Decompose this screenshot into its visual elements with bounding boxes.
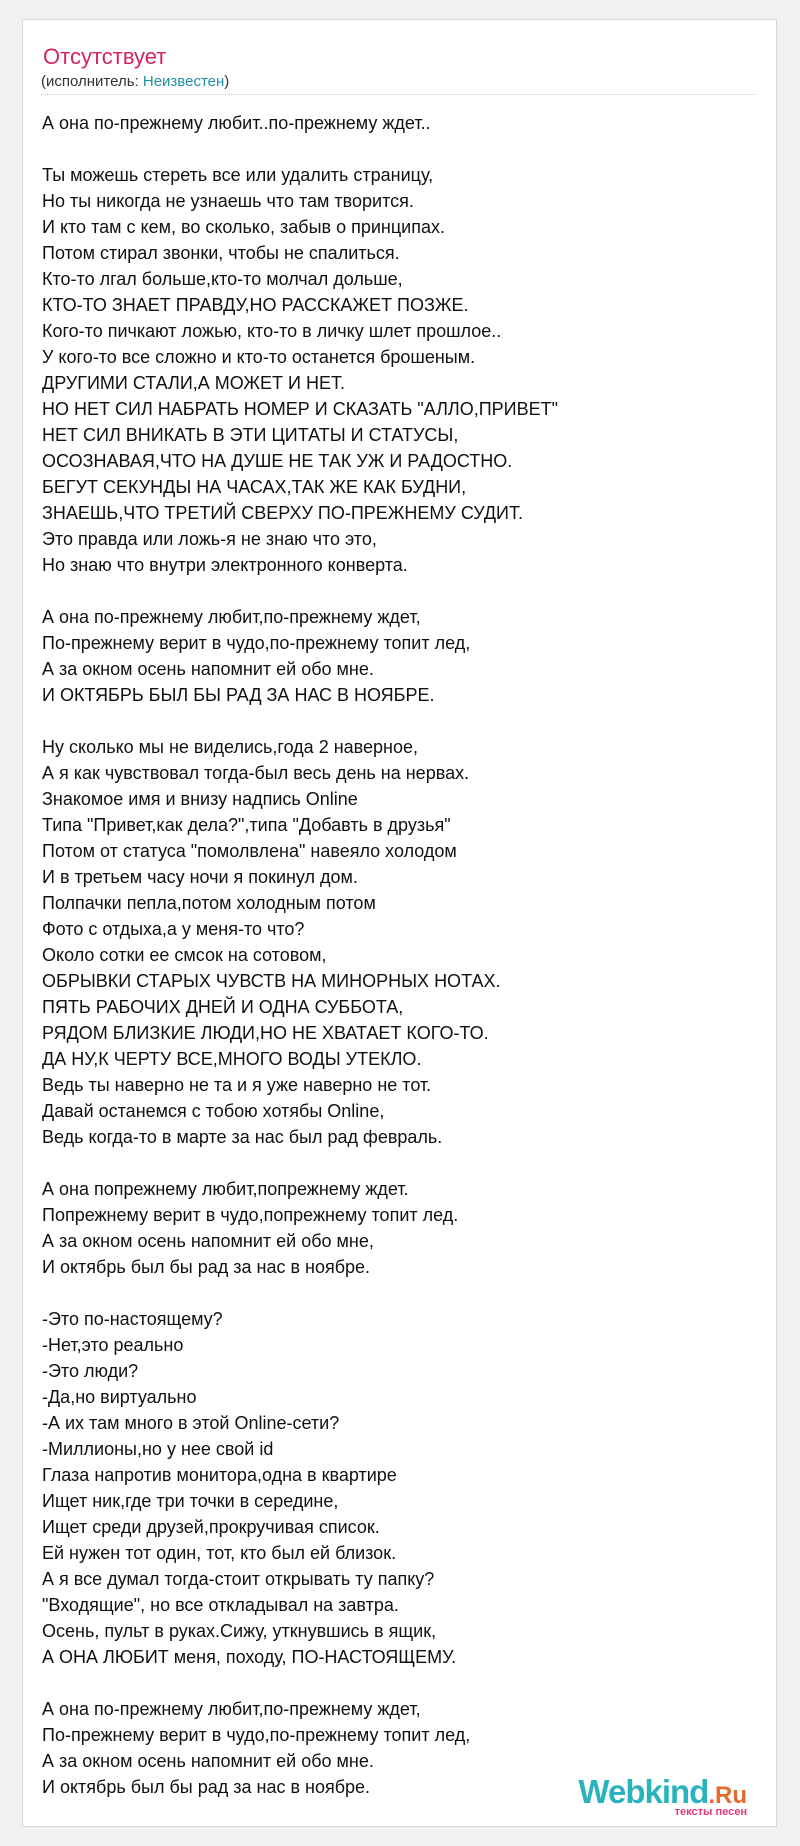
lyrics-line: НЕТ СИЛ ВНИКАТЬ В ЭТИ ЦИТАТЫ И СТАТУСЫ, — [42, 425, 459, 445]
lyrics-line: Осень, пульт в руках.Сижу, уткнувшись в ящик, — [42, 1621, 437, 1641]
lyrics-line: -Да,но виртуально — [42, 1387, 197, 1407]
lyrics-line: Но ты никогда не узнаешь что там творится. — [42, 191, 414, 211]
lyrics-stanza — [42, 604, 762, 708]
lyrics-line: Типа "Привет,как дела?",типа "Добавть в друзья" — [42, 815, 451, 835]
lyrics-line: НО НЕТ СИЛ НАБРАТЬ НОМЕР И СКАЗАТЬ "АЛЛО,ПРИВЕТ" — [42, 399, 558, 419]
lyrics-line: Но знаю что внутри электронного конверта. — [42, 555, 408, 575]
lyrics-line: Полпачки пепла,потом холодным потом — [42, 893, 376, 913]
lyrics-line: А за окном осень напомнит ей обо мне. — [42, 659, 374, 679]
lyrics-line: Ищет среди друзей,прокручивая список. — [42, 1517, 380, 1537]
lyrics-line: Давай останемся с тобою хотябы Online, — [42, 1101, 385, 1121]
lyrics-line: А за окном осень напомнит ей обо мне. — [42, 1751, 374, 1771]
lyrics-line: А ОНА ЛЮБИТ меня, походу, ПО-НАСТОЯЩЕМУ. — [42, 1647, 457, 1667]
lyrics-line: А я все думал тогда-стоит открывать ту папку? — [42, 1569, 435, 1589]
lyrics-line: А она по-прежнему любит,по-прежнему ждет, — [42, 1699, 421, 1719]
artist-suffix: ) — [224, 73, 230, 90]
lyrics-line: "Входящие", но все откладывал на завтра. — [42, 1595, 399, 1615]
lyrics-line: И кто там с кем, во сколько, забыв о принципах. — [42, 217, 445, 237]
lyrics-line: И октябрь был бы рад за нас в ноябре. — [42, 1777, 371, 1797]
logo-tagline: тексты песен — [674, 1806, 747, 1818]
lyrics-stanza — [42, 1306, 762, 1670]
lyrics-line: -Нет,это реально — [42, 1335, 184, 1355]
lyrics-line: А я как чувствовал тогда-был весь день на нервах. — [42, 763, 470, 783]
lyrics-card — [22, 19, 777, 1827]
lyrics-text — [42, 110, 762, 1826]
lyrics-stanza — [42, 1176, 762, 1280]
logo-wordmark — [578, 1775, 747, 1808]
lyrics-line: Фото с отдыха,а у меня-то что? — [42, 919, 305, 939]
webkind-logo[interactable] — [578, 1775, 747, 1818]
lyrics-line: И ОКТЯБРЬ БЫЛ БЫ РАД ЗА НАС В НОЯБРЕ. — [42, 685, 435, 705]
lyrics-line: Это правда или ложь-я не знаю что это, — [42, 529, 377, 549]
lyrics-line: И октябрь был бы рад за нас в ноябре. — [42, 1257, 371, 1277]
song-title: Отсутствует — [43, 44, 167, 69]
lyrics-line: По-прежнему верит в чудо,по-прежнему топит лед, — [42, 633, 471, 653]
logo-name: Webkind — [578, 1773, 709, 1810]
lyrics-line: Потом от статуса "помолвлена" навеяло холодом — [42, 841, 457, 861]
lyrics-line: Ты можешь стереть все или удалить страницу, — [42, 165, 434, 185]
artist-line — [41, 73, 229, 91]
lyrics-line: По-прежнему верит в чудо,по-прежнему топит лед, — [42, 1725, 471, 1745]
lyrics-line: Ищет ник,где три точки в середине, — [42, 1491, 339, 1511]
lyrics-line: Глаза напротив монитора,одна в квартире — [42, 1465, 397, 1485]
lyrics-line: А она по-прежнему любит..по-прежнему ждет.. — [42, 113, 431, 133]
lyrics-line: У кого-то все сложно и кто-то останется брошеным. — [42, 347, 476, 367]
lyrics-line: -Это по-настоящему? — [42, 1309, 223, 1329]
lyrics-line: -Это люди? — [42, 1361, 139, 1381]
lyrics-line: РЯДОМ БЛИЗКИЕ ЛЮДИ,НО НЕ ХВАТАЕТ КОГО-ТО. — [42, 1023, 489, 1043]
lyrics-stanza — [42, 110, 762, 136]
lyrics-line: Попрежнему верит в чудо,попрежнему топит лед. — [42, 1205, 459, 1225]
lyrics-line: Кого-то пичкают ложью, кто-то в личку шлет прошлое.. — [42, 321, 502, 341]
lyrics-line: КТО-ТО ЗНАЕТ ПРАВДУ,НО РАССКАЖЕТ ПОЗЖЕ. — [42, 295, 469, 315]
lyrics-line: Знакомое имя и внизу надпись Online — [42, 789, 358, 809]
lyrics-line: ОБРЫВКИ СТАРЫХ ЧУВСТВ НА МИНОРНЫХ НОТАХ. — [42, 971, 501, 991]
lyrics-line: Около сотки ее смсок на сотовом, — [42, 945, 327, 965]
lyrics-line: А она по-прежнему любит,по-прежнему ждет, — [42, 607, 421, 627]
lyrics-stanza — [42, 734, 762, 1150]
lyrics-line: БЕГУТ СЕКУНДЫ НА ЧАСАХ,ТАК ЖЕ КАК БУДНИ, — [42, 477, 467, 497]
lyrics-line: Ведь ты наверно не та и я уже наверно не тот. — [42, 1075, 432, 1095]
lyrics-line: ДА НУ,К ЧЕРТУ ВСЕ,МНОГО ВОДЫ УТЕКЛО. — [42, 1049, 422, 1069]
lyrics-line: А за окном осень напомнит ей обо мне, — [42, 1231, 374, 1251]
lyrics-stanza — [42, 162, 762, 578]
artist-prefix: (исполнитель: — [41, 73, 143, 90]
lyrics-line: ПЯТЬ РАБОЧИХ ДНЕЙ И ОДНА СУББОТА, — [42, 997, 404, 1017]
lyrics-line: ЗНАЕШЬ,ЧТО ТРЕТИЙ СВЕРХУ ПО-ПРЕЖНЕМУ СУДИТ. — [42, 503, 523, 523]
lyrics-line: Ну сколько мы не виделись,года 2 наверное, — [42, 737, 419, 757]
lyrics-line: Кто-то лгал больше,кто-то молчал дольше, — [42, 269, 403, 289]
title-divider — [41, 94, 756, 95]
lyrics-line: И в третьем часу ночи я покинул дом. — [42, 867, 358, 887]
lyrics-line: -Миллионы,но у нее свой id — [42, 1439, 274, 1459]
lyrics-line: -А их там много в этой Online-сети? — [42, 1413, 340, 1433]
artist-link[interactable]: Неизвестен — [142, 73, 225, 90]
logo-tld: .Ru — [708, 1782, 747, 1809]
lyrics-line: Потом стирал звонки, чтобы не спалиться. — [42, 243, 400, 263]
lyrics-line: ДРУГИМИ СТАЛИ,А МОЖЕТ И НЕТ. — [42, 373, 345, 393]
lyrics-line: Ведь когда-то в марте за нас был рад февраль. — [42, 1127, 443, 1147]
lyrics-line: Ей нужен тот один, тот, кто был ей близок. — [42, 1543, 397, 1563]
lyrics-line: ОСОЗНАВАЯ,ЧТО НА ДУШЕ НЕ ТАК УЖ И РАДОСТНО. — [42, 451, 513, 471]
lyrics-line: А она попрежнему любит,попрежнему ждет. — [42, 1179, 409, 1199]
